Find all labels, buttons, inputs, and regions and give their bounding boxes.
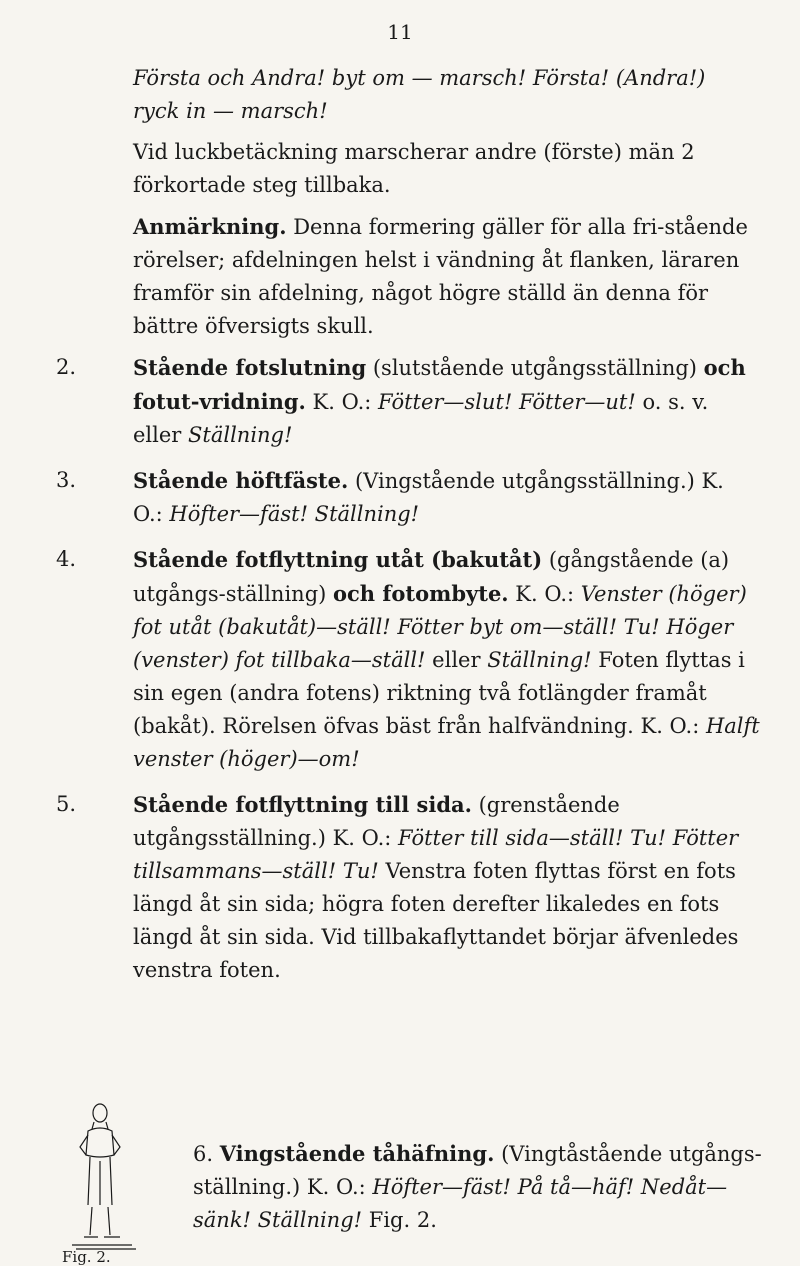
item-6: 6. Vingstående tåhäfning. (Vingtåstående utgångs-ställning.) K. O.: Höfter—fäst! På tå—häf! Nedåt—sänk! Ställning! Fig. 2. bbox=[193, 1141, 762, 1232]
item-number: 4. bbox=[56, 547, 77, 571]
note-paragraph bbox=[60, 210, 760, 343]
note-label: Anmärkning. bbox=[133, 214, 287, 239]
item-number: 5. bbox=[56, 792, 77, 816]
item-3: 3. Stående höftfäste. (Vingstående utgångsställning.) K. O.: Höfter—fäst! Ställning! bbox=[60, 464, 760, 531]
intro-line2: ryck in — marsch! bbox=[133, 99, 328, 123]
item-2: 2. Stående fotslutning (slutstående utgångsställning) och fotut-vridning. K. O.: Fötter—slut! Fötter—ut! o. s. v. eller Ställning! bbox=[60, 351, 760, 452]
item-5: 5. Stående fotflyttning till sida. (grenstående utgångsställning.) K. O.: Fötter till sida—ställ! Tu! Fötter tillsammans—ställ! Tu! Venstra foten flyttas först en fots längd åt sin sida; högra foten derefter likaledes en fots längd åt sin sida. Vid tillbakaflyttandet börjar äfvenledes venstra foten. bbox=[60, 788, 760, 987]
standing-figure-illustration bbox=[62, 1095, 150, 1265]
intro-line1: Första och Andra! byt om — marsch! Första! (Andra!) bbox=[133, 66, 706, 90]
item-4: 4. Stående fotflyttning utåt (bakutåt) (gångstående (a) utgångs-ställning) och fotombyte. K. O.: Venster (höger) fot utåt (bakutåt)—ställ! Fötter byt om—ställ! Tu! Höger (venster) fot tillbaka—ställ! eller Ställning! Foten flyttas i sin egen (andra fotens) riktning två fotlängder framåt (bakåt). Rörelsen öfvas bäst från halfvändning. K. O.: Halft venster (höger)—om! bbox=[60, 543, 760, 776]
item-number: 2. bbox=[56, 355, 77, 379]
intro-command bbox=[60, 62, 760, 128]
intro-paragraph: Vid luckbetäckning marscherar andre (förste) män 2 förkortade steg tillbaka. bbox=[133, 140, 695, 197]
body-text bbox=[56, 62, 760, 999]
item-number: 3. bbox=[56, 468, 77, 492]
note-text: Denna formering gäller för alla fri-stående rörelser; afdelningen helst i vändning åt flanken, läraren framför sin afdelning, något högre ställd än denna för bättre öfversigts skull. bbox=[133, 215, 748, 338]
page-number: 11 bbox=[387, 20, 413, 44]
figure-caption: Fig. 2. bbox=[62, 1248, 111, 1266]
